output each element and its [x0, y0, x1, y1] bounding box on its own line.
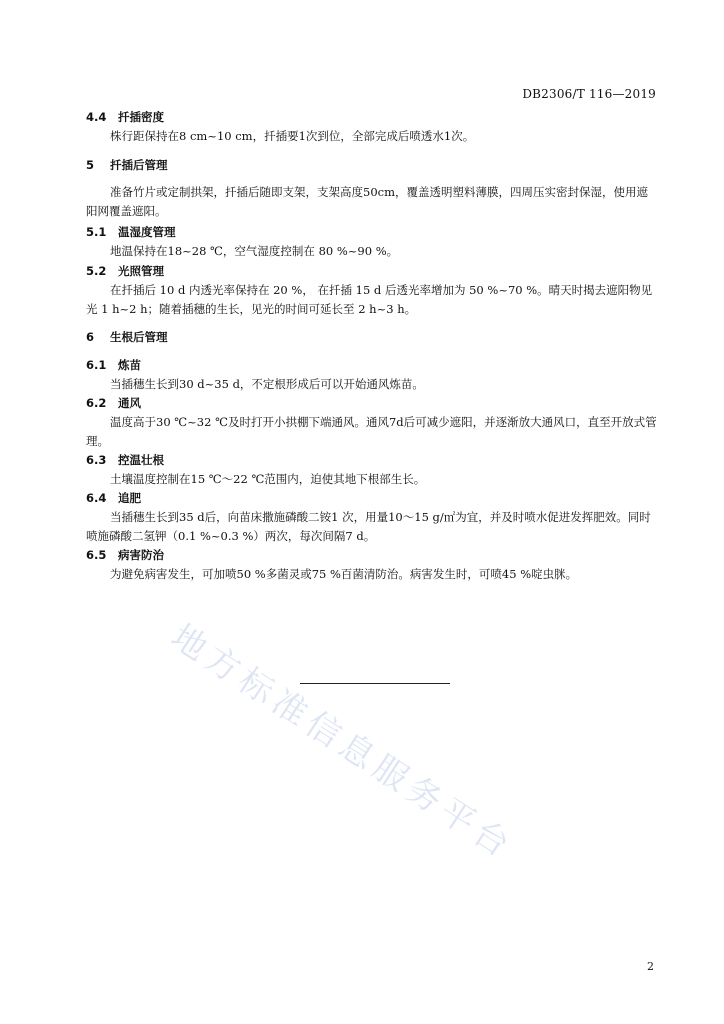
section-body: 在扦插后 10 d 内透光率保持在 20 %， 在扦插 15 d 后透光率增加为 50 %~70 %。晴天时揭去遮阳物见光 1 h~2 h；随着插穗的生长，见光的时间可延长至 2 h~3 h。 — [86, 283, 653, 316]
section-heading: 5.1 温湿度管理 — [86, 225, 176, 239]
section-5-2 — [86, 262, 658, 319]
page-number: 2 — [647, 960, 654, 973]
section-heading: 6.3 控温壮根 — [86, 453, 164, 467]
watermark: 地方标准信息服务平台 — [163, 616, 522, 869]
section-body: 地温保持在18~28 ℃，空气湿度控制在 80 %~90 %。 — [110, 244, 399, 258]
section-6-1 — [86, 356, 658, 394]
section-heading: 6.1 炼苗 — [86, 358, 141, 372]
section-6-5 — [86, 546, 658, 584]
section-heading: 6 生根后管理 — [86, 330, 168, 344]
section-body: 当插穗生长到35 d后，向苗床撒施磷酸二铵1 次，用量10～15 g/㎡为宜，并及时喷水促进发挥肥效。同时喷施磷酸二氢钾（0.1 %~0.3 %）两次，每次间隔7 d。 — [86, 510, 651, 543]
section-body: 准备竹片或定制拱架，扦插后随即支架，支架高度50cm，覆盖透明塑料薄膜，四周压实密封保湿，使用遮阳网覆盖遮阳。 — [86, 185, 648, 218]
section-6-4 — [86, 489, 658, 546]
section-body: 为避免病害发生，可加喷50 %多菌灵或75 %百菌清防治。病害发生时，可喷45 %啶虫脒。 — [110, 567, 578, 581]
document-id: DB2306/T 116—2019 — [522, 87, 656, 101]
section-heading: 4.4 扦插密度 — [86, 110, 164, 124]
section-body: 当插穗生长到30 d~35 d，不定根形成后可以开始通风炼苗。 — [110, 377, 424, 391]
end-rule — [300, 683, 450, 684]
section-6 — [86, 328, 658, 347]
section-body: 土壤温度控制在15 ℃～22 ℃范围内，迫使其地下根部生长。 — [110, 472, 426, 486]
section-heading: 6.2 通风 — [86, 396, 141, 410]
section-heading: 6.4 追肥 — [86, 491, 141, 505]
section-body: 株行距保持在8 cm~10 cm，扦插要1次到位，全部完成后喷透水1次。 — [110, 129, 475, 143]
section-5 — [86, 156, 658, 221]
section-6-2 — [86, 394, 658, 451]
section-body: 温度高于30 ℃~32 ℃及时打开小拱棚下端通风。通风7d后可减少遮阳，并逐渐放大通风口，直至开放式管理。 — [86, 415, 657, 448]
section-heading: 5.2 光照管理 — [86, 264, 164, 278]
section-heading: 6.5 病害防治 — [86, 548, 164, 562]
section-6-3 — [86, 451, 658, 489]
section-4-4 — [86, 108, 658, 146]
section-5-1 — [86, 223, 658, 261]
section-heading: 5 扦插后管理 — [86, 158, 168, 172]
